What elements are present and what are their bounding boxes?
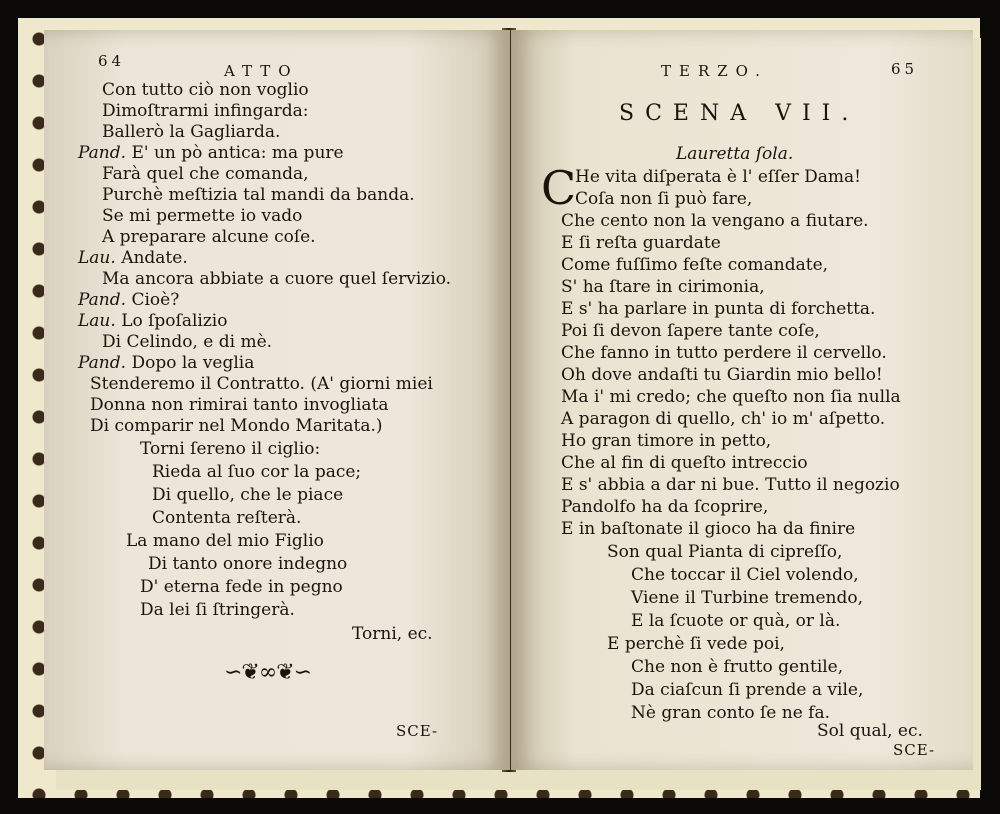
left-page (44, 30, 510, 770)
text-line: Che fanno in tutto perdere il cervello. (561, 343, 887, 363)
text-line: Pandolfo ha da ſcoprire, (561, 497, 769, 517)
text-line: Coſa non ſi può fare, (575, 189, 753, 209)
text-line: Che al fin di queſto intreccio (561, 453, 808, 473)
scene-subtitle: Lauretta ſola. (676, 144, 794, 164)
text-line: Di tanto onore indegno (148, 554, 348, 574)
text-line: Che cento non la vengano a fiutare. (561, 211, 869, 231)
text-line: Farà quel che comanda, (102, 164, 309, 184)
text-line: He vita diſperata è l' eſſer Dama! (575, 167, 861, 187)
text-line: Pand. E' un pò antica: ma pure (78, 143, 344, 163)
text-line: Stenderemo il Contratto. (A' giorni miei (90, 374, 433, 394)
ornament-icon: ∽❦∞❦∽ (224, 660, 312, 685)
text-line: A preparare alcune coſe. (102, 227, 316, 247)
speaker-label: Pand. (78, 353, 127, 373)
text-line: Viene il Turbine tremendo, (631, 588, 863, 608)
text-line: Da lei ſi ſtringerà. (140, 600, 295, 620)
text-line: Torni, ec. (352, 624, 433, 644)
text-line: Purchè meſtizia tal mandi da banda. (102, 185, 415, 205)
text-line: Di comparir nel Mondo Maritata.) (90, 416, 383, 436)
text-line: Come fuſſimo feſte comandate, (561, 255, 829, 275)
text-line: Rieda al ſuo cor la pace; (152, 462, 362, 482)
text-line: Ma ancora abbiate a cuore quel ſervizio. (102, 269, 452, 289)
text-line: Ho gran timore in petto, (561, 431, 772, 451)
text-line: Con tutto ciò non voglio (102, 80, 309, 100)
text-line: Di Celindo, e di mè. (102, 332, 273, 352)
text-line: Da ciaſcun ſi prende a vile, (631, 680, 864, 700)
speaker-label: Pand. (78, 143, 127, 163)
text-line: S' ha ſtare in cirimonia, (561, 277, 765, 297)
text-line: Ballerò la Gagliarda. (102, 122, 281, 142)
text-line: E s' abbia a dar ni bue. Tutto il negozio (561, 475, 900, 495)
scene-title: SCENA VII. (619, 101, 860, 126)
text-line: Donna non rimirai tanto invogliata (90, 395, 389, 415)
catchword: SCE- (396, 722, 439, 740)
text-line: Che toccar il Ciel volendo, (631, 565, 859, 585)
text-line: E in baſtonate il gioco ha da finire (561, 519, 856, 539)
text-line: Ma i' mi credo; che queſto non ſia nulla (561, 387, 901, 407)
text-line: Se mi permette io vado (102, 206, 303, 226)
text-line: E ſi reſta guardate (561, 233, 721, 253)
page-number: 64 (98, 52, 126, 70)
text-line: Lau. Andate. (78, 248, 188, 268)
text-line: Sol qual, ec. (817, 721, 923, 741)
page-number: 65 (891, 60, 919, 78)
text-line: E s' ha parlare in punta di forchetta. (561, 299, 876, 319)
text-line: Pand. Dopo la veglia (78, 353, 255, 373)
text-line: Oh dove andaſti tu Giardin mio bello! (561, 365, 883, 385)
right-page (511, 30, 973, 770)
text-line: D' eterna fede in pegno (140, 577, 343, 597)
running-head: TERZO. (661, 62, 768, 80)
text-line: Lau. Lo ſpoſalizio (78, 311, 228, 331)
text-line: A paragon di quello, ch' io m' aſpetto. (561, 409, 886, 429)
text-line: Di quello, che le piace (152, 485, 344, 505)
text-line: Torni ſereno il ciglio: (140, 439, 321, 459)
text-line: La mano del mio Figlio (126, 531, 324, 551)
text-line: Nè gran conto ſe ne fa. (631, 703, 831, 723)
text-line: Che non è frutto gentile, (631, 657, 844, 677)
text-line: Pand. Cioè? (78, 290, 180, 310)
catchword: SCE- (893, 741, 936, 759)
text-line: E perchè ſi vede poi, (607, 634, 785, 654)
speaker-label: Pand. (78, 290, 127, 310)
text-line: E la ſcuote or quà, or là. (631, 611, 841, 631)
speaker-label: Lau. (78, 248, 116, 268)
speaker-label: Lau. (78, 311, 116, 331)
text-line: Contenta reſterà. (152, 508, 302, 528)
text-line: Son qual Pianta di cipreſſo, (607, 542, 843, 562)
text-line: Dimoſtrarmi infingarda: (102, 101, 309, 121)
drop-cap: C (541, 161, 577, 215)
text-line: Poi ſi devon ſapere tante coſe, (561, 321, 820, 341)
running-head: ATTO (224, 62, 299, 80)
